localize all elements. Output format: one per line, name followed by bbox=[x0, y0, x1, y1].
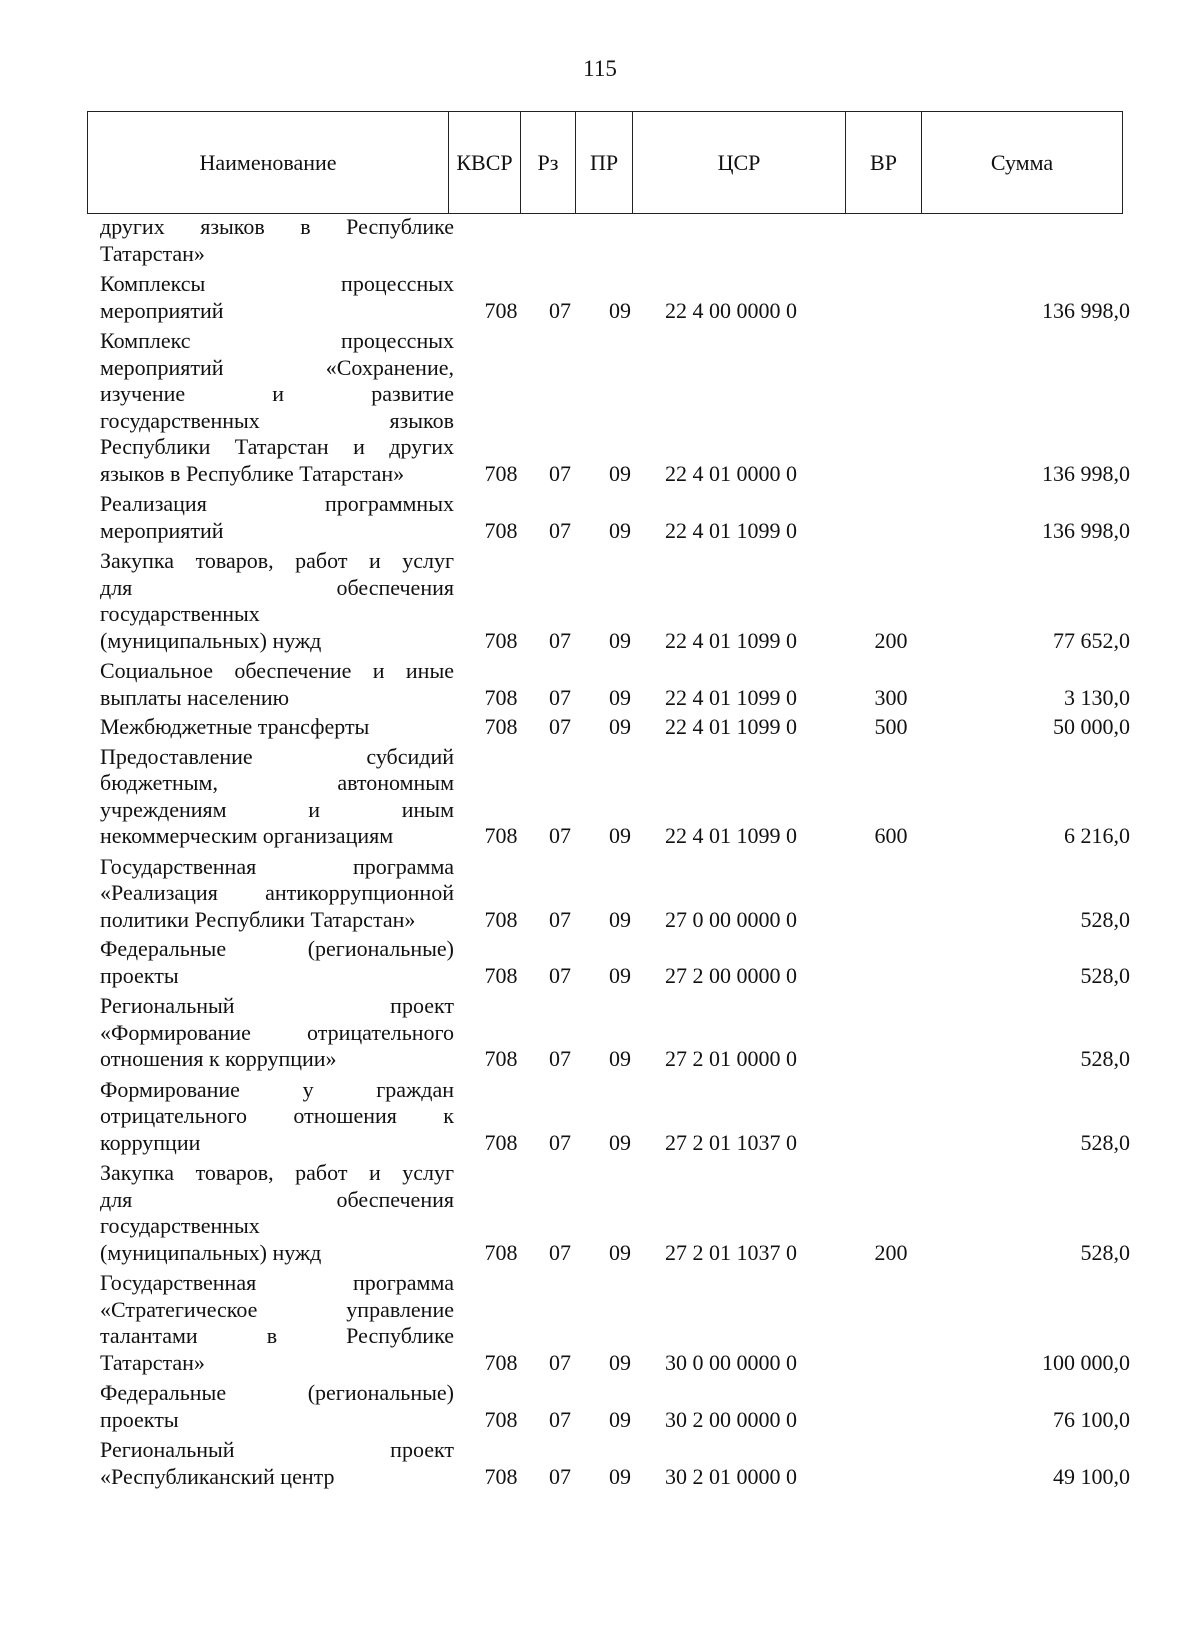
row-values bbox=[0, 298, 1200, 325]
row-name-line: мероприятий bbox=[100, 517, 224, 543]
cell-kvsr: 708 bbox=[484, 1349, 518, 1375]
cell-vr: 300 bbox=[874, 684, 908, 710]
row-name-line: Межбюджетные трансферты bbox=[100, 714, 370, 739]
table-row bbox=[0, 328, 1200, 487]
row-name-line: Предоставление субсидий bbox=[100, 743, 454, 769]
row-name-line: «Стратегическое управление bbox=[100, 1296, 454, 1322]
row-name-line: для обеспечения bbox=[100, 574, 454, 600]
header-csr: ЦСР bbox=[633, 112, 846, 213]
row-name-line: Комплексы процессных bbox=[100, 271, 454, 296]
row-name-line: Закупка товаров, работ и услуг bbox=[100, 548, 454, 573]
cell-kvsr: 708 bbox=[484, 1239, 518, 1265]
row-name-line: коррупции bbox=[100, 1129, 201, 1155]
cell-kvsr: 708 bbox=[484, 962, 518, 988]
row-name-line: Закупка товаров, работ и услуг bbox=[100, 1160, 454, 1185]
cell-kvsr: 708 bbox=[484, 517, 518, 543]
cell-rz: 07 bbox=[549, 1463, 571, 1489]
cell-sum: 77 652,0 bbox=[1053, 627, 1130, 653]
row-name-line: отрицательного отношения к bbox=[100, 1103, 454, 1128]
row-name-line: проекты bbox=[100, 1406, 179, 1432]
cell-pr: 09 bbox=[609, 1239, 631, 1265]
table-row bbox=[0, 1077, 1200, 1157]
cell-sum: 3 130,0 bbox=[1064, 684, 1130, 710]
row-values bbox=[0, 1350, 1200, 1377]
cell-kvsr: 708 bbox=[484, 906, 518, 932]
cell-csr: 22 4 01 1099 0 bbox=[665, 684, 797, 710]
table-row bbox=[0, 993, 1200, 1073]
header-kvsr: КВСР bbox=[449, 112, 521, 213]
cell-sum: 100 000,0 bbox=[1042, 1349, 1130, 1375]
row-name-line: языков в Республике Татарстан» bbox=[100, 460, 405, 486]
cell-rz: 07 bbox=[549, 906, 571, 932]
table-row bbox=[0, 854, 1200, 934]
row-name-line: Федеральные (региональные) bbox=[100, 936, 454, 961]
cell-csr: 27 0 00 0000 0 bbox=[665, 906, 797, 932]
cell-pr: 09 bbox=[609, 1046, 631, 1071]
cell-csr: 27 2 01 1037 0 bbox=[665, 1239, 797, 1265]
cell-csr: 22 4 01 1099 0 bbox=[665, 627, 797, 653]
cell-rz: 07 bbox=[549, 297, 571, 323]
row-name-line: некоммерческим организациям bbox=[100, 823, 394, 848]
row-values bbox=[0, 823, 1200, 850]
cell-csr: 30 2 01 0000 0 bbox=[665, 1463, 797, 1489]
cell-kvsr: 708 bbox=[484, 823, 518, 848]
row-values bbox=[0, 1240, 1200, 1267]
row-name-line: отношения к коррупции» bbox=[100, 1046, 337, 1071]
cell-kvsr: 708 bbox=[484, 460, 518, 486]
row-values bbox=[0, 963, 1200, 990]
row-name-line: Реализация программных bbox=[100, 491, 454, 516]
cell-pr: 09 bbox=[609, 962, 631, 988]
page-number: 115 bbox=[583, 56, 617, 81]
cell-rz: 07 bbox=[549, 1129, 571, 1155]
cell-pr: 09 bbox=[609, 823, 631, 848]
row-name-line: государственных языков bbox=[100, 407, 454, 433]
row-name-line: Формирование у граждан bbox=[100, 1076, 454, 1102]
cell-pr: 09 bbox=[609, 684, 631, 710]
cell-kvsr: 708 bbox=[484, 1406, 518, 1432]
cell-csr: 22 4 01 0000 0 bbox=[665, 460, 797, 486]
cell-pr: 09 bbox=[609, 714, 631, 739]
table-row bbox=[0, 744, 1200, 850]
row-name-line: Социальное обеспечение и иные bbox=[100, 658, 454, 683]
cell-pr: 09 bbox=[609, 1129, 631, 1155]
cell-csr: 30 2 00 0000 0 bbox=[665, 1406, 797, 1432]
row-name-line: выплаты населению bbox=[100, 684, 290, 710]
row-values bbox=[0, 628, 1200, 655]
cell-pr: 09 bbox=[609, 1349, 631, 1375]
row-name-line: Федеральные (региональные) bbox=[100, 1380, 454, 1405]
cell-rz: 07 bbox=[549, 517, 571, 543]
header-vr: ВР bbox=[846, 112, 922, 213]
cell-csr: 27 2 01 1037 0 bbox=[665, 1129, 797, 1155]
row-name-line: политики Республики Татарстан» bbox=[100, 906, 416, 932]
cell-pr: 09 bbox=[609, 297, 631, 323]
cell-csr: 22 4 00 0000 0 bbox=[665, 297, 797, 323]
cell-csr: 27 2 01 0000 0 bbox=[665, 1046, 797, 1071]
table-row bbox=[0, 658, 1200, 711]
row-name-line: проекты bbox=[100, 962, 179, 988]
table-body bbox=[0, 214, 1200, 1490]
cell-vr: 600 bbox=[874, 823, 908, 848]
cell-kvsr: 708 bbox=[484, 627, 518, 653]
header-pr: ПР bbox=[576, 112, 633, 213]
cell-vr: 500 bbox=[874, 714, 908, 739]
row-name-line: учреждениям и иным bbox=[100, 796, 454, 822]
row-name-line: Комплекс процессных bbox=[100, 328, 454, 353]
row-name-line: (муниципальных) нужд bbox=[100, 1239, 322, 1265]
cell-rz: 07 bbox=[549, 684, 571, 710]
cell-sum: 136 998,0 bbox=[1042, 297, 1130, 323]
header-rz: Рз bbox=[521, 112, 576, 213]
row-name-line: «Республиканский центр bbox=[100, 1463, 335, 1489]
table-row bbox=[0, 491, 1200, 544]
cell-pr: 09 bbox=[609, 517, 631, 543]
row-name-line: бюджетным, автономным bbox=[100, 770, 454, 795]
row-name-line: Государственная программа bbox=[100, 853, 454, 879]
table-row bbox=[0, 1160, 1200, 1266]
row-values bbox=[0, 714, 1200, 741]
row-name-line: для обеспечения bbox=[100, 1186, 454, 1212]
row-name-line: государственных bbox=[100, 601, 260, 626]
cell-rz: 07 bbox=[549, 1046, 571, 1071]
cell-sum: 136 998,0 bbox=[1042, 460, 1130, 486]
table-row bbox=[0, 548, 1200, 654]
cell-kvsr: 708 bbox=[484, 684, 518, 710]
row-values bbox=[0, 685, 1200, 712]
row-name-line: Татарстан» bbox=[100, 1349, 205, 1375]
row-name-line: Региональный проект bbox=[100, 1437, 454, 1462]
cell-rz: 07 bbox=[549, 1239, 571, 1265]
cell-csr: 27 2 00 0000 0 bbox=[665, 962, 797, 988]
cell-sum: 50 000,0 bbox=[1053, 714, 1130, 739]
header-sum: Сумма bbox=[990, 149, 1054, 175]
cell-vr: 200 bbox=[874, 627, 908, 653]
cell-kvsr: 708 bbox=[484, 1463, 518, 1489]
cell-pr: 09 bbox=[609, 1463, 631, 1489]
row-values bbox=[0, 1130, 1200, 1157]
cell-pr: 09 bbox=[609, 460, 631, 486]
row-name-line: других языков в Республике bbox=[100, 214, 454, 239]
cell-kvsr: 708 bbox=[484, 1046, 518, 1071]
table-row bbox=[0, 214, 1200, 267]
row-name-line: талантами в Республике bbox=[100, 1323, 454, 1348]
row-values bbox=[0, 907, 1200, 934]
cell-sum: 136 998,0 bbox=[1042, 517, 1130, 543]
cell-rz: 07 bbox=[549, 962, 571, 988]
row-name-line: мероприятий «Сохранение, bbox=[100, 354, 454, 380]
cell-vr: 200 bbox=[874, 1239, 908, 1265]
header-name: Наименование bbox=[88, 112, 449, 213]
row-name-line: Региональный проект bbox=[100, 993, 454, 1018]
cell-pr: 09 bbox=[609, 1406, 631, 1432]
row-name-line: изучение и развитие bbox=[100, 381, 454, 406]
row-name-line: Республики Татарстан и других bbox=[100, 434, 454, 459]
cell-rz: 07 bbox=[549, 460, 571, 486]
cell-sum: 528,0 bbox=[1080, 1046, 1130, 1071]
row-values bbox=[0, 1046, 1200, 1073]
cell-pr: 09 bbox=[609, 906, 631, 932]
row-name-line: Татарстан» bbox=[100, 240, 205, 266]
cell-sum: 528,0 bbox=[1080, 962, 1130, 988]
table-row bbox=[0, 714, 1200, 741]
row-values bbox=[0, 241, 1200, 268]
cell-sum: 6 216,0 bbox=[1064, 823, 1130, 848]
table-row bbox=[0, 1380, 1200, 1433]
cell-rz: 07 bbox=[549, 1406, 571, 1432]
cell-rz: 07 bbox=[549, 1349, 571, 1375]
cell-csr: 22 4 01 1099 0 bbox=[665, 517, 797, 543]
cell-csr: 22 4 01 1099 0 bbox=[665, 823, 797, 848]
table-row bbox=[0, 1437, 1200, 1490]
cell-csr: 22 4 01 1099 0 bbox=[665, 714, 797, 739]
cell-rz: 07 bbox=[549, 627, 571, 653]
cell-kvsr: 708 bbox=[484, 714, 518, 739]
cell-rz: 07 bbox=[549, 823, 571, 848]
cell-kvsr: 708 bbox=[484, 1129, 518, 1155]
cell-rz: 07 bbox=[549, 714, 571, 739]
table-row bbox=[0, 1270, 1200, 1376]
row-values bbox=[0, 1407, 1200, 1434]
cell-sum: 528,0 bbox=[1080, 1239, 1130, 1265]
row-values bbox=[0, 518, 1200, 545]
row-values bbox=[0, 461, 1200, 488]
row-name-line: «Формирование отрицательного bbox=[100, 1019, 454, 1045]
cell-sum: 528,0 bbox=[1080, 906, 1130, 932]
row-name-line: Государственная программа bbox=[100, 1270, 454, 1295]
cell-sum: 528,0 bbox=[1080, 1129, 1130, 1155]
cell-csr: 30 0 00 0000 0 bbox=[665, 1349, 797, 1375]
row-values bbox=[0, 1464, 1200, 1491]
row-name-line: (муниципальных) нужд bbox=[100, 627, 322, 653]
row-name-line: государственных bbox=[100, 1213, 260, 1238]
table-row bbox=[0, 271, 1200, 324]
cell-pr: 09 bbox=[609, 627, 631, 653]
row-name-line: мероприятий bbox=[100, 297, 224, 323]
table-row bbox=[0, 936, 1200, 989]
row-name-line: «Реализация антикоррупционной bbox=[100, 880, 454, 905]
cell-sum: 76 100,0 bbox=[1053, 1406, 1130, 1432]
cell-kvsr: 708 bbox=[484, 297, 518, 323]
cell-sum: 49 100,0 bbox=[1053, 1463, 1130, 1489]
table-header bbox=[87, 111, 1123, 214]
